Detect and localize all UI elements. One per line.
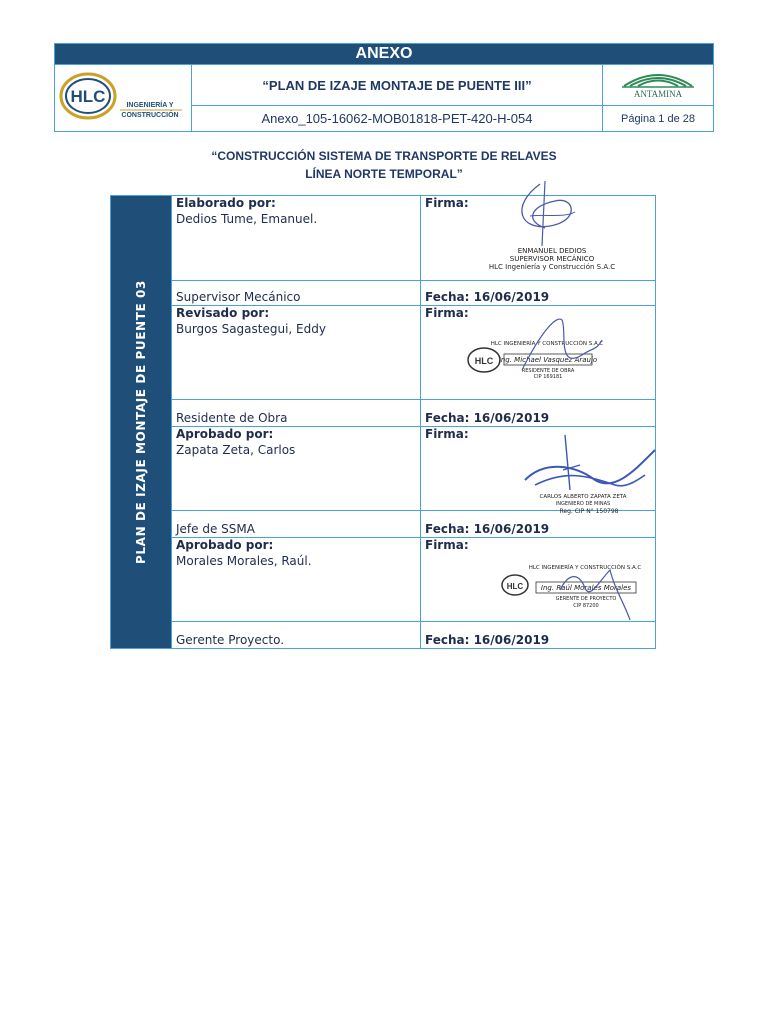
- signer-position: Supervisor Mecánico: [172, 281, 421, 306]
- stamp-line: GERENTE DE PROYECTO: [555, 596, 617, 602]
- svg-text:HLC: HLC: [474, 356, 494, 366]
- signer-name: Dedios Tume, Emanuel.: [176, 212, 318, 226]
- firma-label: Firma:: [425, 196, 469, 210]
- stamp-line: HLC INGENIERÍA Y CONSTRUCCIÓN S.A.C: [490, 341, 604, 347]
- sign-date: Fecha: 16/06/2019: [421, 511, 656, 538]
- signature-cell-2: [421, 306, 656, 400]
- signoff-cell-3: [172, 427, 421, 511]
- role-label: Aprobado por:: [176, 538, 274, 552]
- annex-banner: ANEXO: [55, 44, 714, 65]
- signature-cell-3: [421, 427, 656, 511]
- document-header: [54, 43, 714, 132]
- signoff-table: [110, 195, 656, 649]
- plan-title: “PLAN DE IZAJE MONTAJE DE PUENTE III”: [192, 65, 603, 106]
- sign-date: Fecha: 16/06/2019: [421, 281, 656, 306]
- svg-text:HLC: HLC: [70, 86, 106, 106]
- hlc-logo-icon: [58, 66, 188, 126]
- signer-name: Zapata Zeta, Carlos: [176, 443, 296, 457]
- antamina-logo-icon: [618, 66, 698, 100]
- subtitle-line-2: LÍNEA NORTE TEMPORAL”: [305, 167, 463, 181]
- sign-date: Fecha: 16/06/2019: [421, 622, 656, 649]
- stamp-line: RESIDENTE DE OBRA: [521, 368, 575, 374]
- document-code: Anexo_105-16062-MOB01818-PET-420-H-054: [192, 106, 603, 132]
- project-subtitle: [0, 147, 768, 183]
- sign-date: Fecha: 16/06/2019: [421, 400, 656, 427]
- antamina-text: ANTAMINA: [633, 88, 683, 99]
- stamp-line: ENMANUEL DEDIOS: [517, 247, 587, 255]
- svg-text:CONSTRUCCIÓN: CONSTRUCCIÓN: [121, 111, 179, 119]
- signer-position: Jefe de SSMA: [172, 511, 421, 538]
- stamp-line: Ing. Michael Vasquez Araujo: [498, 356, 598, 364]
- side-label-bar: [111, 196, 172, 649]
- signer-position: Residente de Obra: [172, 400, 421, 427]
- stamp-line: SUPERVISOR MECÁNICO: [509, 255, 595, 263]
- stamp-line: Ing. Raúl Morales Morales: [540, 584, 632, 592]
- stamp-line: HLC INGENIERÍA Y CONSTRUCCIÓN S.A.C: [528, 565, 642, 571]
- role-label: Aprobado por:: [176, 427, 274, 441]
- signoff-cell-1: [172, 196, 421, 281]
- svg-text:INGENIERÍA Y: INGENIERÍA Y: [126, 101, 174, 109]
- role-label: Revisado por:: [176, 306, 270, 320]
- firma-label: Firma:: [425, 427, 469, 441]
- subtitle-line-1: “CONSTRUCCIÓN SISTEMA DE TRANSPORTE DE RELAVES: [211, 149, 557, 163]
- signature-cell-1: [421, 196, 656, 281]
- firma-label: Firma:: [425, 538, 469, 552]
- signer-name: Burgos Sagastegui, Eddy: [176, 322, 326, 336]
- role-label: Elaborado por:: [176, 196, 276, 210]
- signer-position: Gerente Proyecto.: [172, 622, 421, 649]
- stamp-line: CIP 169181: [533, 374, 563, 380]
- stamp-line: CARLOS ALBERTO ZAPATA ZETA: [539, 494, 627, 500]
- signoff-cell-2: [172, 306, 421, 400]
- stamp-line: Reg. CIP N° 150798: [559, 508, 619, 515]
- firma-label: Firma:: [425, 306, 469, 320]
- svg-text:HLC: HLC: [506, 582, 524, 591]
- stamp-line: INGENIERO DE MINAS: [555, 501, 611, 507]
- signer-name: Morales Morales, Raúl.: [176, 554, 312, 568]
- client-logo: [603, 65, 714, 106]
- stamp-line: HLC Ingeniería y Construcción S.A.C: [488, 263, 616, 271]
- signoff-cell-4: [172, 538, 421, 622]
- stamp-line: CIP 87200: [573, 603, 599, 609]
- company-logo: [55, 65, 192, 132]
- side-label: PLAN DE IZAJE MONTAJE DE PUENTE 03: [134, 280, 148, 564]
- signature-cell-4: [421, 538, 656, 622]
- page-number: Página 1 de 28: [603, 106, 714, 132]
